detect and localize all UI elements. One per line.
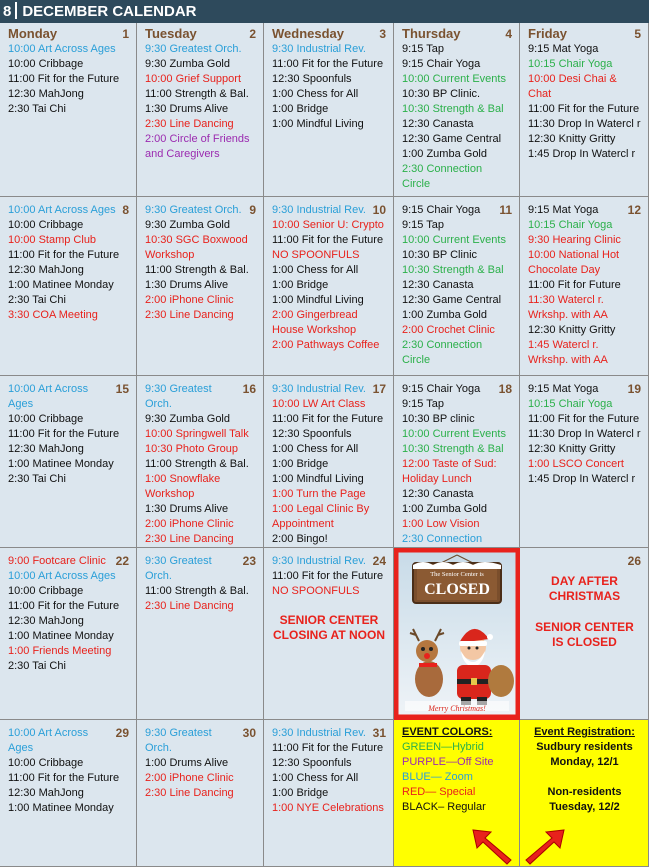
event-item: 1:00 Matinee Monday [8,802,114,814]
day-cell [394,376,520,548]
event-item: NO SPOONFULS [272,585,360,597]
event-item: 10:00 Stamp Club [8,234,97,246]
event-item: 11:00 Fit for the Future [272,413,384,425]
event-item: 11:00 Fit for the Future [528,413,640,425]
event-item: 11:00 Strength & Bal. [145,88,249,100]
event-item: 2:00 Bingo! [272,533,328,545]
event-item: 10:00 Current Events [402,73,506,85]
event-item: 1:00 Zumba Gold [402,148,487,160]
event-item: 10:00 Cribbage [8,585,84,597]
event-item: 10:00 Art Across Ages [8,43,116,55]
event-item: 10:30 BP clinic [402,413,475,425]
day-cell [264,376,394,548]
page-number: 8 [3,3,12,20]
day-number: 19 [627,382,641,396]
event-registration-box [520,720,649,867]
event-item: 9:30 Zumba Gold [145,219,230,231]
event-item: 2:30 Connection Circle [402,163,483,190]
day-cell [0,23,137,197]
event-item: 9:15 Tap [402,43,445,55]
event-item: 11:00 Fit for the Future [8,600,120,612]
event-item: 10:30 Photo Group [145,443,238,455]
day-cell [520,197,649,376]
event-item: 9:30 Greatest Orch. [145,555,212,582]
event-item: 9:30 Industrial Rev. [272,727,366,739]
day-number: 30 [242,726,256,740]
event-item: 10:00 Cribbage [8,413,84,425]
legend-item: RED— Special [402,786,476,798]
event-item: 12:30 Canasta [402,279,474,291]
event-item: 1:00 Mindful Living [272,294,364,306]
event-item: 10:00 Art Across Ages [8,204,116,216]
event-item: 12:00 Taste of Sud: Holiday Lunch [402,458,497,485]
event-item: 2:30 Connection [402,533,483,545]
event-item: 1:45 Watercl r. Wrkshp. with AA [528,339,608,366]
event-item: 11:00 Fit for the Future [272,742,384,754]
weekday-name: Monday [8,26,58,41]
event-item: 1:00 Zumba Gold [402,503,487,515]
event-item: 1:00 Matinee Monday [8,279,114,291]
event-item: 2:30 Tai Chi [8,103,66,115]
event-item: 9:30 Zumba Gold [145,413,230,425]
day-number: 26 [627,554,641,568]
event-item: 11:30 Drop In Watercl r [528,118,641,130]
event-item: 1:00 Zumba Gold [402,309,487,321]
day-after-christmas-note: DAY AFTER CHRISTMAS [548,574,621,603]
day-number: 16 [242,382,256,396]
day-number: 1 [122,27,129,41]
day-cell [394,197,520,376]
event-item: 9:15 Mat Yoga [528,204,599,216]
event-item: 1:00 Turn the Page [272,488,366,500]
event-item: 10:30 SGC Boxwood Workshop [145,234,248,261]
day-number: 17 [372,382,386,396]
day-cell [137,376,264,548]
event-item: 9:30 Hearing Clinic [528,234,621,246]
calendar-title-bar [0,0,649,23]
event-item: 1:00 NYE Celebrations [272,802,384,814]
event-item: 1:45 Drop In Watercl r [528,473,636,485]
calendar-title: DECEMBER CALENDAR [22,3,197,20]
event-item: 1:00 Legal Clinic By Appointment [272,503,370,530]
registration-title: Event Registration: [534,726,635,738]
event-item: 12:30 Knitty Gritty [528,133,616,145]
event-item: 2:00 iPhone Clinic [145,772,234,784]
event-item: NO SPOONFULS [272,249,360,261]
merry-christmas-text: Merry Christmas! [428,704,486,713]
event-item: 12:30 MahJong [8,88,84,100]
event-item: 11:00 Fit for Future [528,279,621,291]
event-item: 9:30 Greatest Orch. [145,727,212,754]
day-cell [520,376,649,548]
event-item: 2:00 Crochet Clinic [402,324,495,336]
weekday-name: Wednesday [272,26,345,41]
event-item: 11:00 Fit for the Future [272,234,384,246]
event-item: 2:00 Pathways Coffee [272,339,380,351]
day-number: 4 [505,27,512,41]
event-item: 11:00 Fit for the Future [272,58,384,70]
title-divider [15,2,17,19]
event-item: 10:00 Cribbage [8,757,84,769]
event-item: 9:15 Mat Yoga [528,43,599,55]
day-cell [264,720,394,867]
event-item: 12:30 Spoonfuls [272,757,352,769]
registration-line: Tuesday, 12/2 [549,801,620,813]
event-item: 2:30 Line Dancing [145,118,234,130]
event-item: 1:00 Matinee Monday [8,458,114,470]
day-number: 31 [372,726,386,740]
event-item: 10:00 Art Across Ages [8,727,89,754]
event-item: 11:00 Fit for the Future [528,103,640,115]
event-item: 11:00 Fit for the Future [8,73,120,85]
day-cell [0,720,137,867]
event-item: 1:00 Bridge [272,787,329,799]
event-item: 12:30 MahJong [8,264,84,276]
event-item: 11:00 Fit for the Future [272,570,384,582]
event-item: 11:30 Watercl r. Wrkshp. with AA [528,294,608,321]
event-item: 11:00 Strength & Bal. [145,458,249,470]
event-item: 2:00 Gingerbread House Workshop [272,309,358,336]
day-number: 12 [627,203,641,217]
day-cell [394,23,520,197]
day-cell [520,548,649,720]
event-item: 9:30 Industrial Rev. [272,555,366,567]
sign-closed-text: CLOSED [424,581,490,598]
day-header [272,26,386,42]
event-item: 12:30 Spoonfuls [272,428,352,440]
event-item: 1:00 Low Vision [402,518,480,530]
event-item: 3:30 COA Meeting [8,309,98,321]
event-item: 2:00 iPhone Clinic [145,518,234,530]
event-item: 2:30 Tai Chi [8,294,66,306]
event-item: 10:30 BP Clinic. [402,88,481,100]
day-cell [137,23,264,197]
event-item: 12:30 MahJong [8,787,84,799]
event-item: 10:15 Chair Yoga [528,219,613,231]
day-cell [0,376,137,548]
event-item: 9:15 Mat Yoga [528,383,599,395]
legend-item: PURPLE—Off Site [402,756,494,768]
day-number: 29 [115,726,129,740]
event-item: 2:30 Line Dancing [145,309,234,321]
event-item: 12:30 Canasta [402,118,474,130]
day-number: 9 [249,203,256,217]
legend-item: GREEN—Hybrid [402,741,484,753]
event-item: 11:00 Strength & Bal. [145,264,249,276]
event-item: 9:30 Industrial Rev. [272,383,366,395]
event-item: 12:30 Knitty Gritty [528,443,616,455]
day-cell [137,720,264,867]
event-item: 1:00 Friends Meeting [8,645,112,657]
sign-subtext: The Senior Center is [430,571,484,578]
registration-line: Monday, 12/1 [550,756,619,768]
event-item: 9:30 Industrial Rev. [272,43,366,55]
day-header [528,26,641,42]
red-arrow-icon [471,828,515,862]
event-item: 2:00 Circle of Friends and Caregivers [145,133,250,160]
day-number: 18 [498,382,512,396]
event-item: 12:30 MahJong [8,615,84,627]
day-number: 23 [242,554,256,568]
day-cell [0,548,137,720]
event-item: 1:00 LSCO Concert [528,458,624,470]
legend-item: BLUE— Zoom [402,771,473,783]
event-item: 1:00 Chess for All [272,264,359,276]
event-item: 9:30 Greatest Orch. [145,204,242,216]
event-item: 1:00 Mindful Living [272,118,364,130]
event-item: 10:15 Chair Yoga [528,398,613,410]
event-item: 1:30 Drums Alive [145,503,229,515]
event-item: 1:00 Chess for All [272,772,359,784]
event-item: 1:30 Drums Alive [145,279,229,291]
event-item: 2:30 Tai Chi [8,473,66,485]
event-item: 9:15 Tap [402,219,445,231]
event-item: 10:00 Grief Support [145,73,242,85]
center-closed-note: SENIOR CENTER IS CLOSED [535,620,634,649]
event-item: 9:30 Zumba Gold [145,58,230,70]
day-number: 11 [499,203,512,217]
event-colors-legend [394,720,520,867]
event-item: 1:00 Bridge [272,103,329,115]
event-item: 10:00 Desi Chai & Chat [528,73,617,100]
event-item: 10:00 Art Across Ages [8,570,116,582]
event-item: 10:00 Current Events [402,428,506,440]
day-header [145,26,256,42]
closing-note: SENIOR CENTER CLOSING AT NOON [273,613,385,642]
event-item: 10:15 Chair Yoga [528,58,613,70]
event-item: 9:00 Footcare Clinic [8,555,106,567]
event-item: 9:30 Greatest Orch. [145,383,212,410]
day-number: 5 [634,27,641,41]
event-item: 1:30 Drums Alive [145,103,229,115]
event-item: 11:30 Drop In Watercl r [528,428,641,440]
day-number: 2 [249,27,256,41]
day-cell [520,23,649,197]
registration-line: Sudbury residents [536,741,633,753]
event-item: 10:30 Strength & Bal [402,103,504,115]
day-cell [137,197,264,376]
christmas-closed-cell [394,548,520,720]
day-cell [264,23,394,197]
event-item: 10:30 BP Clinic [402,249,478,261]
event-item: 9:15 Chair Yoga [402,58,481,70]
event-item: 10:00 Cribbage [8,219,84,231]
event-item: 10:00 Springwell Talk [145,428,249,440]
registration-line [528,770,641,785]
legend-item: BLACK– Regular [402,801,486,813]
event-item: 11:00 Fit for the Future [8,249,120,261]
day-cell [0,197,137,376]
event-item: 9:30 Industrial Rev. [272,204,366,216]
event-item: 10:00 Art Across Ages [8,383,89,410]
weekday-name: Friday [528,26,568,41]
day-number: 24 [372,554,386,568]
event-item: 9:15 Chair Yoga [402,204,481,216]
red-arrow-icon [522,828,566,862]
event-item: 1:00 Bridge [272,279,329,291]
event-item: 2:00 iPhone Clinic [145,294,234,306]
day-number: 10 [372,203,386,217]
day-cell [264,197,394,376]
event-item: 10:00 LW Art Class [272,398,366,410]
day-number: 8 [122,203,129,217]
day-header [8,26,129,42]
day-number: 3 [379,27,386,41]
event-item: 1:45 Drop In Watercl r [528,148,636,160]
event-item: 9:30 Greatest Orch. [145,43,242,55]
event-item: 1:00 Drums Alive [145,757,229,769]
event-item: 10:00 National Hot Chocolate Day [528,249,620,276]
event-item: 11:00 Strength & Bal. [145,585,249,597]
event-item: 2:30 Line Dancing [145,600,234,612]
event-item: 12:30 Knitty Gritty [528,324,616,336]
event-item: 1:00 Snowflake Workshop [145,473,221,500]
event-item: 1:00 Matinee Monday [8,630,114,642]
weekday-name: Thursday [402,26,461,41]
legend-title: EVENT COLORS: [402,726,493,738]
day-number: 22 [115,554,129,568]
day-cell [137,548,264,720]
event-item: 1:00 Chess for All [272,88,359,100]
event-item: 1:00 Bridge [272,458,329,470]
christmas-closed-illustration [397,551,517,716]
event-item: 12:30 MahJong [8,443,84,455]
event-item: 12:30 Canasta [402,488,474,500]
event-item: 1:00 Chess for All [272,443,359,455]
event-item: 10:30 Strength & Bal [402,443,504,455]
event-item: 12:30 Game Central [402,294,502,306]
event-item: 1:00 Mindful Living [272,473,364,485]
day-cell [264,548,394,720]
event-item: 9:15 Chair Yoga [402,383,481,395]
event-item: 11:00 Fit for the Future [8,428,120,440]
event-item: 12:30 Spoonfuls [272,73,352,85]
event-item: 12:30 Game Central [402,133,502,145]
event-item: 2:30 Line Dancing [145,787,234,799]
event-item: 2:30 Line Dancing [145,533,234,545]
calendar-grid [0,23,649,867]
event-item: 2:30 Tai Chi [8,660,66,672]
registration-line: Non-residents [547,786,622,798]
event-item: 2:30 Connection Circle [402,339,483,366]
event-item: 10:00 Senior U: Crypto [272,219,384,231]
event-item: 11:00 Fit for the Future [8,772,120,784]
day-number: 15 [115,382,129,396]
event-item: 9:15 Tap [402,398,445,410]
event-item: 10:00 Current Events [402,234,506,246]
weekday-name: Tuesday [145,26,197,41]
day-header [402,26,512,42]
event-item: 10:00 Cribbage [8,58,84,70]
event-item: 10:30 Strength & Bal [402,264,504,276]
